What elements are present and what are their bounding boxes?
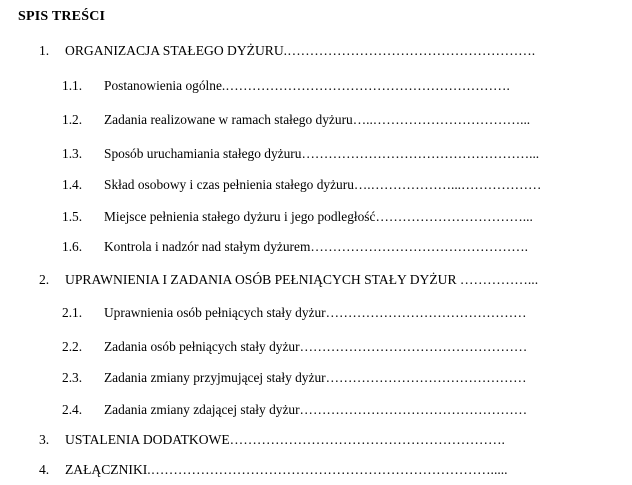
toc-text: Miejsce pełnienia stałego dyżuru i jego podległość……………………………... (104, 209, 533, 224)
toc-entry-2-2 (62, 337, 622, 357)
toc-number: 2.1. (62, 305, 83, 320)
toc-text: Zadania zmiany zdającej stały dyżur…………………………………………… (104, 402, 528, 417)
toc-text: Uprawnienia osób pełniących stały dyżur……………………………………… (104, 305, 527, 320)
toc-number: 4. (39, 462, 50, 477)
toc-number: 2.2. (62, 339, 83, 354)
toc-text: Zadania zmiany przyjmującej stały dyżur……………………………………… (104, 370, 527, 385)
toc-text: Zadania osób pełniących stały dyżur…………………………………………… (104, 339, 528, 354)
toc-text: ZAŁĄCZNIKI.…………………………………………………………………..... (65, 462, 508, 477)
toc-text: Sposób uruchamiania stałego dyżuru……………………………………………... (104, 146, 540, 161)
toc-number: 3. (39, 432, 50, 447)
toc-entry-2-3 (62, 368, 622, 388)
toc-text: Kontrola i nadzór nad stałym dyżurem…………………………………………. (104, 239, 528, 254)
toc-text: ORGANIZACJA STAŁEGO DYŻURU.………………………………………………. (65, 43, 536, 58)
toc-number: 2.4. (62, 402, 83, 417)
toc-number: 1.2. (62, 112, 83, 127)
toc-text: Skład osobowy i czas pełnienia stałego dyżuru….………………...……………… (104, 177, 542, 192)
toc-number: 1. (39, 43, 50, 58)
toc-text: UPRAWNIENIA I ZADANIA OSÓB PEŁNIĄCYCH STAŁY DYŻUR ……………... (65, 272, 539, 287)
toc-entry-1-6 (62, 237, 622, 257)
toc-entry-2 (39, 270, 619, 290)
toc-text: Postanowienia ogólne.………………………………………………………. (104, 78, 510, 93)
toc-number: 1.4. (62, 177, 83, 192)
toc-number: 1.3. (62, 146, 83, 161)
toc-entry-1-1 (62, 76, 622, 96)
toc-entry-1-4 (62, 175, 622, 195)
toc-number: 1.6. (62, 239, 83, 254)
toc-number: 1.1. (62, 78, 83, 93)
toc-text: USTALENIA DODATKOWE……………………………………………………. (65, 432, 505, 447)
toc-number: 1.5. (62, 209, 83, 224)
page-title: SPIS TREŚCI (18, 9, 106, 24)
toc-number: 2.3. (62, 370, 83, 385)
toc-entry-1 (39, 41, 619, 61)
toc-entry-2-4 (62, 400, 622, 420)
toc-entry-4 (39, 460, 619, 480)
toc-entry-3 (39, 430, 619, 450)
toc-entry-1-3 (62, 144, 622, 164)
toc-entry-1-2 (62, 110, 622, 130)
toc-number: 2. (39, 272, 50, 287)
toc-entry-2-1 (62, 303, 622, 323)
toc-text: Zadania realizowane w ramach stałego dyżuru…..……………………………... (104, 112, 531, 127)
toc-entry-1-5 (62, 207, 622, 227)
